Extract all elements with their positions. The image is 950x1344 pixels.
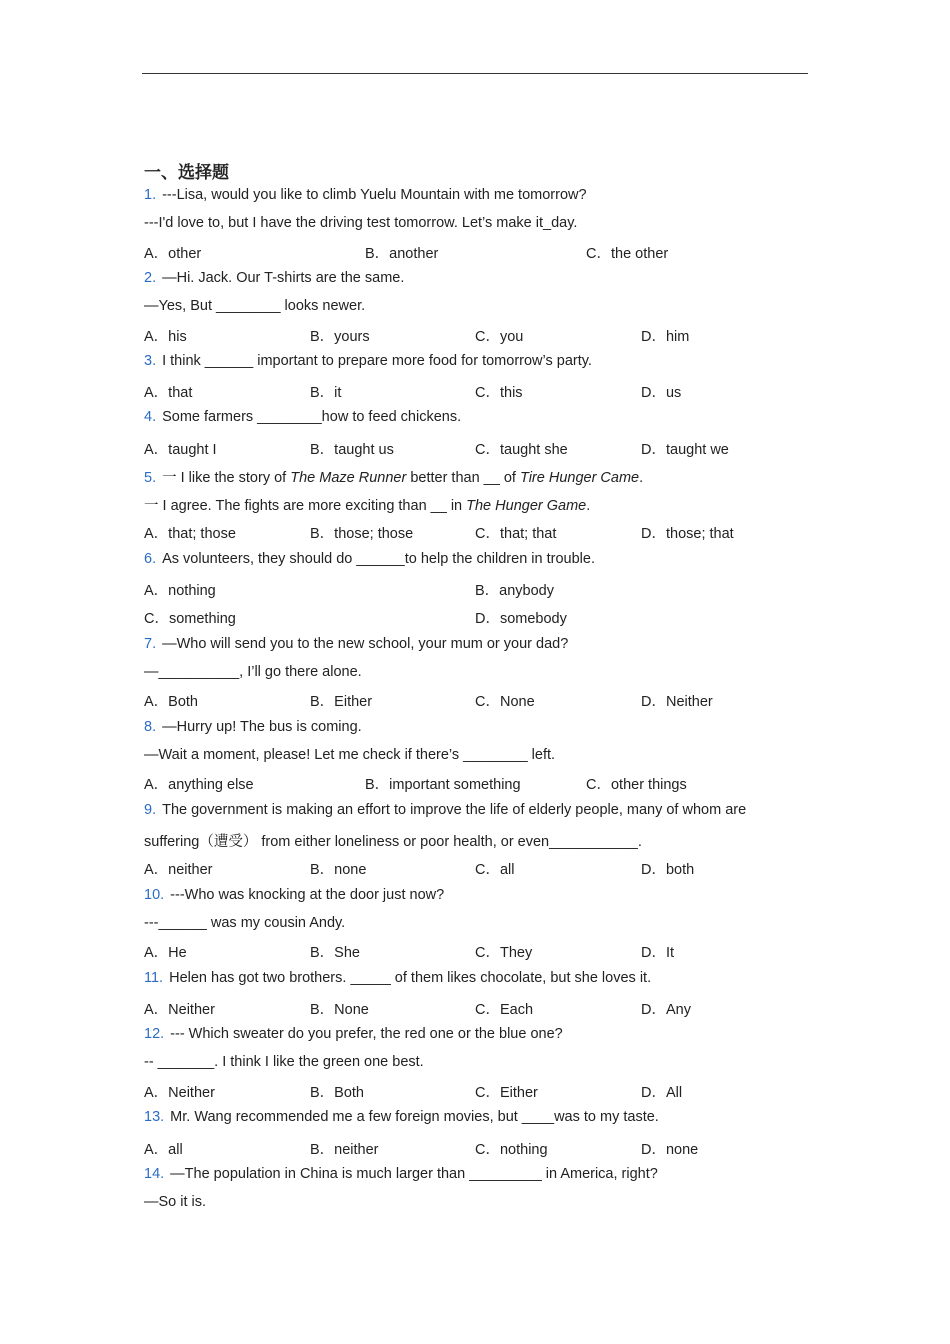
- question-1: 1. ---Lisa, would you like to climb Yuelu Mountain with me tomorrow?: [144, 187, 587, 203]
- question-5-line-2: 一 I agree. The fights are more exciting than __ in The Hunger Game.: [144, 498, 591, 514]
- option-d[interactable]: D．Any: [641, 1002, 691, 1018]
- question-number: 2.: [144, 270, 157, 286]
- question-13: 13. Mr. Wang recommended me a few foreign movies, but ____was to my taste.: [144, 1109, 659, 1125]
- option-c[interactable]: C．this: [475, 385, 523, 401]
- question-number: 14.: [144, 1166, 165, 1182]
- question-14-line-2: —So it is.: [144, 1194, 207, 1210]
- option-c[interactable]: C．They: [475, 945, 533, 961]
- question-4: 4. Some farmers ________how to feed chickens.: [144, 409, 462, 425]
- question-number: 6.: [144, 551, 157, 567]
- question-2: 2. —Hi. Jack. Our T-shirts are the same.: [144, 270, 405, 286]
- question-number: 13.: [144, 1109, 165, 1125]
- option-c[interactable]: C．Each: [475, 1002, 534, 1018]
- question-7-line-2: —__________, I’ll go there alone.: [144, 664, 362, 680]
- question-number: 1.: [144, 187, 157, 203]
- question-12-line-2: -- _______. I think I like the green one best.: [144, 1054, 424, 1070]
- option-a[interactable]: A．that: [144, 385, 193, 401]
- option-b[interactable]: B．taught us: [310, 442, 394, 458]
- question-6: 6. As volunteers, they should do ______to help the children in trouble.: [144, 551, 595, 567]
- option-a[interactable]: A．Neither: [144, 1085, 215, 1101]
- question-12: 12. --- Which sweater do you prefer, the red one or the blue one?: [144, 1026, 563, 1042]
- option-b[interactable]: B．it: [310, 385, 342, 401]
- option-d[interactable]: D．us: [641, 385, 682, 401]
- option-d[interactable]: D．both: [641, 862, 695, 878]
- option-c[interactable]: C．the other: [586, 246, 669, 262]
- option-b[interactable]: B．important something: [365, 777, 521, 793]
- option-a[interactable]: A．Both: [144, 694, 198, 710]
- option-a[interactable]: A．his: [144, 329, 187, 345]
- option-a[interactable]: A．all: [144, 1142, 183, 1158]
- option-d[interactable]: D．him: [641, 329, 690, 345]
- option-c[interactable]: C．nothing: [475, 1142, 548, 1158]
- option-c[interactable]: C．you: [475, 329, 524, 345]
- question-number: 10.: [144, 887, 165, 903]
- question-1-line-2: ---I'd love to, but I have the driving test tomorrow. Let’s make it_day.: [144, 215, 578, 231]
- option-d[interactable]: D．none: [641, 1142, 699, 1158]
- question-8-line-2: —Wait a moment, please! Let me check if there’s ________ left.: [144, 747, 556, 763]
- option-c[interactable]: C．something: [144, 611, 236, 627]
- question-number: 7.: [144, 636, 157, 652]
- section-title: 一、选择题: [144, 163, 229, 183]
- option-c[interactable]: C．None: [475, 694, 535, 710]
- question-10-line-2: ---______ was my cousin Andy.: [144, 915, 346, 931]
- question-9-line-2: suffering（遭受） from either loneliness or poor health, or even___________.: [144, 834, 642, 850]
- option-c[interactable]: C．other things: [586, 777, 687, 793]
- question-number: 5.: [144, 470, 157, 486]
- question-7: 7. —Who will send you to the new school, your mum or your dad?: [144, 636, 569, 652]
- option-a[interactable]: A．that; those: [144, 526, 236, 542]
- option-a[interactable]: A．other: [144, 246, 202, 262]
- option-b[interactable]: B．another: [365, 246, 439, 262]
- option-a[interactable]: A．nothing: [144, 583, 216, 599]
- question-5: 5. 一 I like the story of The Maze Runner better than __ of Tire Hunger Came.: [144, 470, 644, 486]
- header-rule: [142, 73, 808, 74]
- option-c[interactable]: C．that; that: [475, 526, 557, 542]
- option-d[interactable]: D．It: [641, 945, 675, 961]
- option-b[interactable]: B．yours: [310, 329, 370, 345]
- option-a[interactable]: A．taught I: [144, 442, 217, 458]
- option-b[interactable]: B．none: [310, 862, 367, 878]
- question-9: 9. The government is making an effort to improve the life of elderly people, many of whom are: [144, 802, 747, 818]
- question-number: 8.: [144, 719, 157, 735]
- option-b[interactable]: B．None: [310, 1002, 369, 1018]
- option-d[interactable]: D．All: [641, 1085, 683, 1101]
- option-b[interactable]: B．She: [310, 945, 360, 961]
- option-b[interactable]: B．neither: [310, 1142, 379, 1158]
- option-b[interactable]: B．Either: [310, 694, 373, 710]
- question-number: 4.: [144, 409, 157, 425]
- question-number: 11.: [144, 970, 164, 986]
- question-number: 9.: [144, 802, 157, 818]
- option-d[interactable]: D．somebody: [475, 611, 567, 627]
- question-11: 11. Helen has got two brothers. _____ of them likes chocolate, but she loves it.: [144, 970, 652, 986]
- question-number: 12.: [144, 1026, 165, 1042]
- option-c[interactable]: C．all: [475, 862, 515, 878]
- question-10: 10. ---Who was knocking at the door just now?: [144, 887, 445, 903]
- option-d[interactable]: D．those; that: [641, 526, 734, 542]
- question-14: 14. —The population in China is much larger than _________ in America, right?: [144, 1166, 658, 1182]
- option-d[interactable]: D．Neither: [641, 694, 713, 710]
- option-a[interactable]: A．Neither: [144, 1002, 215, 1018]
- option-d[interactable]: D．taught we: [641, 442, 729, 458]
- option-a[interactable]: A．neither: [144, 862, 213, 878]
- question-2-line-2: —Yes, But ________ looks newer.: [144, 298, 366, 314]
- option-b[interactable]: B．those; those: [310, 526, 414, 542]
- question-8: 8. —Hurry up! The bus is coming.: [144, 719, 362, 735]
- option-a[interactable]: A．He: [144, 945, 187, 961]
- question-3: 3. I think ______ important to prepare more food for tomorrow’s party.: [144, 353, 592, 369]
- option-c[interactable]: C．taught she: [475, 442, 568, 458]
- option-b[interactable]: B．anybody: [475, 583, 554, 599]
- option-a[interactable]: A．anything else: [144, 777, 254, 793]
- option-b[interactable]: B．Both: [310, 1085, 364, 1101]
- question-number: 3.: [144, 353, 157, 369]
- option-c[interactable]: C．Either: [475, 1085, 538, 1101]
